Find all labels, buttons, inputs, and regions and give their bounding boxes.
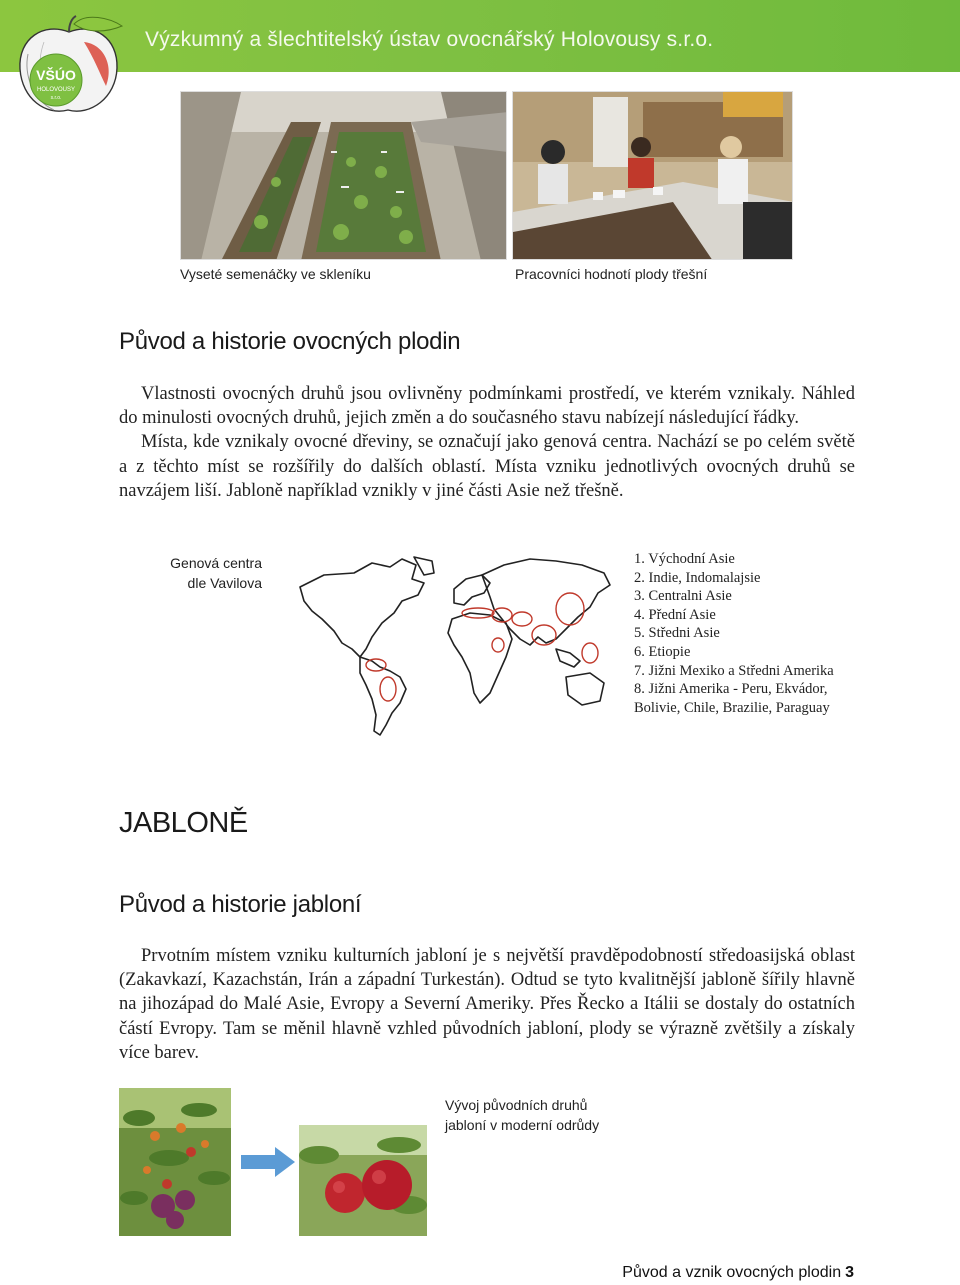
apples-caption-line1: Vývoj původních druhů (445, 1097, 588, 1113)
arrow-right-icon (241, 1147, 295, 1177)
apples-caption-line2: jabloní v moderní odrůdy (445, 1117, 600, 1133)
paragraph: Vlastnosti ovocných druhů jsou ovlivněny podmínkami prostředí, ve kterém vznikaly. Náhled do minulosti ovocných druhů, jejich změn a do současného stavu nabízejí následující řádky. (119, 384, 855, 429)
legend-item: 2. Indie, Indomalajsie (634, 569, 761, 586)
legend-item: 3. Centralni Asie (634, 588, 732, 605)
logo-text: VŠÚO (36, 67, 76, 83)
section-heading-origin: Původ a historie ovocných plodin (119, 328, 461, 355)
chapter-title: JABLONĚ (119, 807, 248, 839)
footer-text: Původ a vznik ovocných plodin (622, 1264, 842, 1281)
vsuo-logo (14, 14, 124, 119)
modern-apples-photo (299, 1125, 427, 1236)
modern-apples-image (299, 1125, 427, 1236)
section2-body (119, 944, 855, 1065)
world-map (294, 553, 614, 738)
gene-centre-3 (512, 612, 532, 626)
logo-subtext: HOLOVOUSY (36, 87, 76, 93)
page-number: 3 (845, 1264, 854, 1281)
paragraph: Místa, kde vznikaly ovocné dřeviny, se označují jako genová centra. Nachází se po celém světě a z těchto míst se rozšířily do dalších oblastí. Místa vzniku jednotlivých ovocných druhů se navzájem liší. Jabloně například vznikly v jiné části Asie než třešně. (119, 432, 855, 501)
legend-item: 1. Východní Asie (634, 551, 735, 567)
paragraph: Prvotním místem vzniku kulturních jabloní je s největší pravděpodobností středoasijská oblast (Zakavkazí, Kazachstán, Irán a západní Turkestán). Odtud se tyto kvalitnější jabloně šířily hlavně na jihozápad do Malé Asie, Evropy a Severní Ameriky. Přes Řecko a Itálii se dostaly do ostatních částí Evropy. Tam se měnil hlavně vzhled původních jabloní, plody se výrazně zvětšily a získaly více barev. (119, 946, 855, 1063)
page-footer (622, 1264, 854, 1282)
wild-apples-photo (119, 1088, 231, 1236)
section1-body (119, 382, 855, 503)
greenhouse-caption: Vyseté semenáčky ve skleníku (180, 266, 371, 282)
legend-item: Bolivie, Chile, Brazilie, Paraguay (634, 699, 830, 716)
legend-item: 6. Etiopie (634, 643, 691, 660)
map-caption-line2: dle Vavilova (187, 575, 262, 591)
map-legend (634, 550, 834, 717)
greenhouse-image (181, 92, 507, 260)
lab-photo (512, 91, 793, 260)
legend-item: 8. Jižni Amerika - Peru, Ekvádor, (634, 681, 828, 698)
logo-small-text: s.r.o. (50, 95, 62, 101)
legend-item: 7. Jižni Mexiko a Středni Amerika (634, 662, 834, 679)
wild-apples-image (119, 1088, 231, 1236)
section-heading-apples: Původ a historie jabloní (119, 891, 362, 918)
map-caption-line1: Genová centra (170, 555, 262, 571)
apples-caption (445, 1095, 599, 1135)
gene-centre-6 (492, 638, 504, 652)
gene-centre-extra (582, 643, 598, 663)
map-caption (140, 553, 262, 593)
gene-centre-1 (556, 593, 584, 625)
gene-centre-8 (380, 677, 396, 701)
legend-item: 4. Přední Asie (634, 606, 716, 623)
greenhouse-photo (180, 91, 507, 260)
lab-caption: Pracovníci hodnotí plody třešní (515, 266, 708, 282)
lab-image (513, 92, 793, 260)
legend-item: 5. Středni Asie (634, 625, 720, 642)
header-title: Výzkumný a šlechtitelský ústav ovocnářský Holovousy s.r.o. (145, 28, 714, 51)
